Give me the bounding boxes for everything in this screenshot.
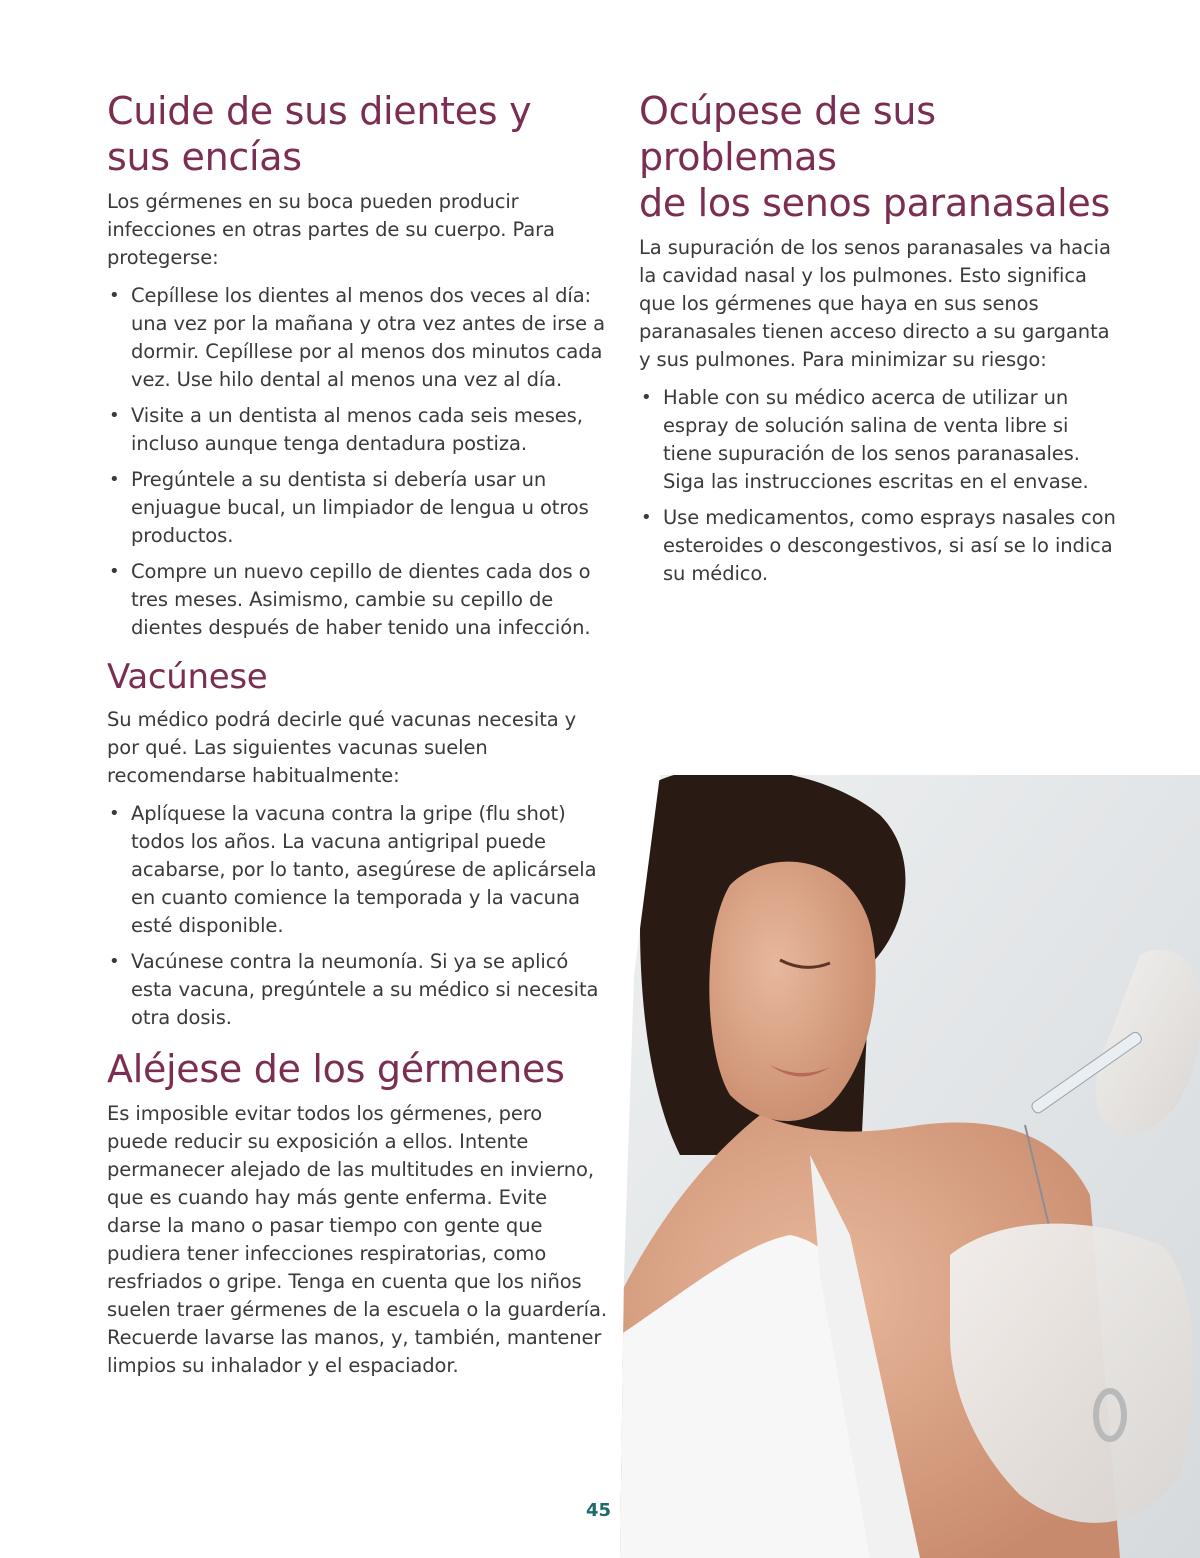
vaccination-photo-illustration <box>620 775 1200 1558</box>
germs-body: Es imposible evitar todos los gérmenes, pero puede reducir su exposición a ellos. Intente permanecer alejado de las multitudes en invierno, que es cuando hay más gente enferma. Evite darse la mano o pasar tiempo con gente que pudiera tener infecciones respiratorias, como resfriados o gripe. Tenga en cuenta que los niños suelen traer gérmenes de la escuela o la guardería. Recuerde lavarse las manos, y, también, mantener limpios su inhalador y el espaciador. <box>107 1102 607 1377</box>
vaccinate-list <box>107 800 607 1032</box>
sinus-list <box>639 384 1119 588</box>
page-number: 45 <box>586 1500 612 1521</box>
vaccinate-intro: Su médico podrá decirle qué vacunas necesita y por qué. Las siguientes vacunas suelen recomendarse habitualmente: <box>107 708 577 787</box>
heading-sinus-line1: Ocúpese de sus problemas <box>639 89 936 179</box>
list-item: • Use medicamentos, como esprays nasales con esteroides o descongestivos, si así se lo indica su médico. <box>639 504 1119 588</box>
heading-teeth-line1: Cuide de sus dientes y <box>107 89 532 133</box>
list-item: • Aplíquese la vacuna contra la gripe (flu shot) todos los años. La vacuna antigripal puede acabarse, por lo tanto, asegúrese de aplicársela en cuanto comience la temporada y la vacuna esté disponible. <box>107 800 607 940</box>
heading-teeth-line2: sus encías <box>107 135 302 179</box>
list-item: • Pregúntele a su dentista si debería usar un enjuague bucal, un limpiador de lengua u otros productos. <box>107 466 607 550</box>
list-item: • Vacúnese contra la neumonía. Si ya se aplicó esta vacuna, pregúntele a su médico si necesita otra dosis. <box>107 948 607 1032</box>
heading-sinus-line2: de los senos paranasales <box>639 181 1110 225</box>
section-vaccinate <box>107 656 607 1032</box>
section-germs <box>107 1046 607 1380</box>
heading-vaccinate: Vacúnese <box>107 657 268 697</box>
vaccination-photo <box>620 775 1200 1558</box>
sinus-intro: La supuración de los senos paranasales va hacia la cavidad nasal y los pulmones. Esto significa que los gérmenes que haya en sus senos paranasales tienen acceso directo a su garganta y sus pulmones. Para minimizar su riesgo: <box>639 236 1111 371</box>
list-item: • Cepíllese los dientes al menos dos veces al día: una vez por la mañana y otra vez antes de irse a dormir. Cepíllese por al menos dos minutos cada vez. Use hilo dental al menos una vez al día. <box>107 282 607 394</box>
left-column <box>107 88 607 1390</box>
list-item: • Hable con su médico acerca de utilizar un espray de solución salina de venta libre si tiene supuración de los senos paranasales. Siga las instrucciones escritas en el envase. <box>639 384 1119 496</box>
right-column <box>639 88 1119 602</box>
teeth-intro: Los gérmenes en su boca pueden producir infecciones en otras partes de su cuerpo. Para protegerse: <box>107 190 555 269</box>
section-teeth <box>107 88 607 642</box>
heading-germs: Aléjese de los gérmenes <box>107 1047 565 1091</box>
section-sinus <box>639 88 1119 588</box>
list-item: • Compre un nuevo cepillo de dientes cada dos o tres meses. Asimismo, cambie su cepillo de dientes después de haber tenido una infección. <box>107 558 607 642</box>
teeth-list <box>107 282 607 642</box>
list-item: • Visite a un dentista al menos cada seis meses, incluso aunque tenga dentadura postiza. <box>107 402 607 458</box>
heading-sinus <box>639 88 1119 226</box>
heading-teeth <box>107 88 607 180</box>
